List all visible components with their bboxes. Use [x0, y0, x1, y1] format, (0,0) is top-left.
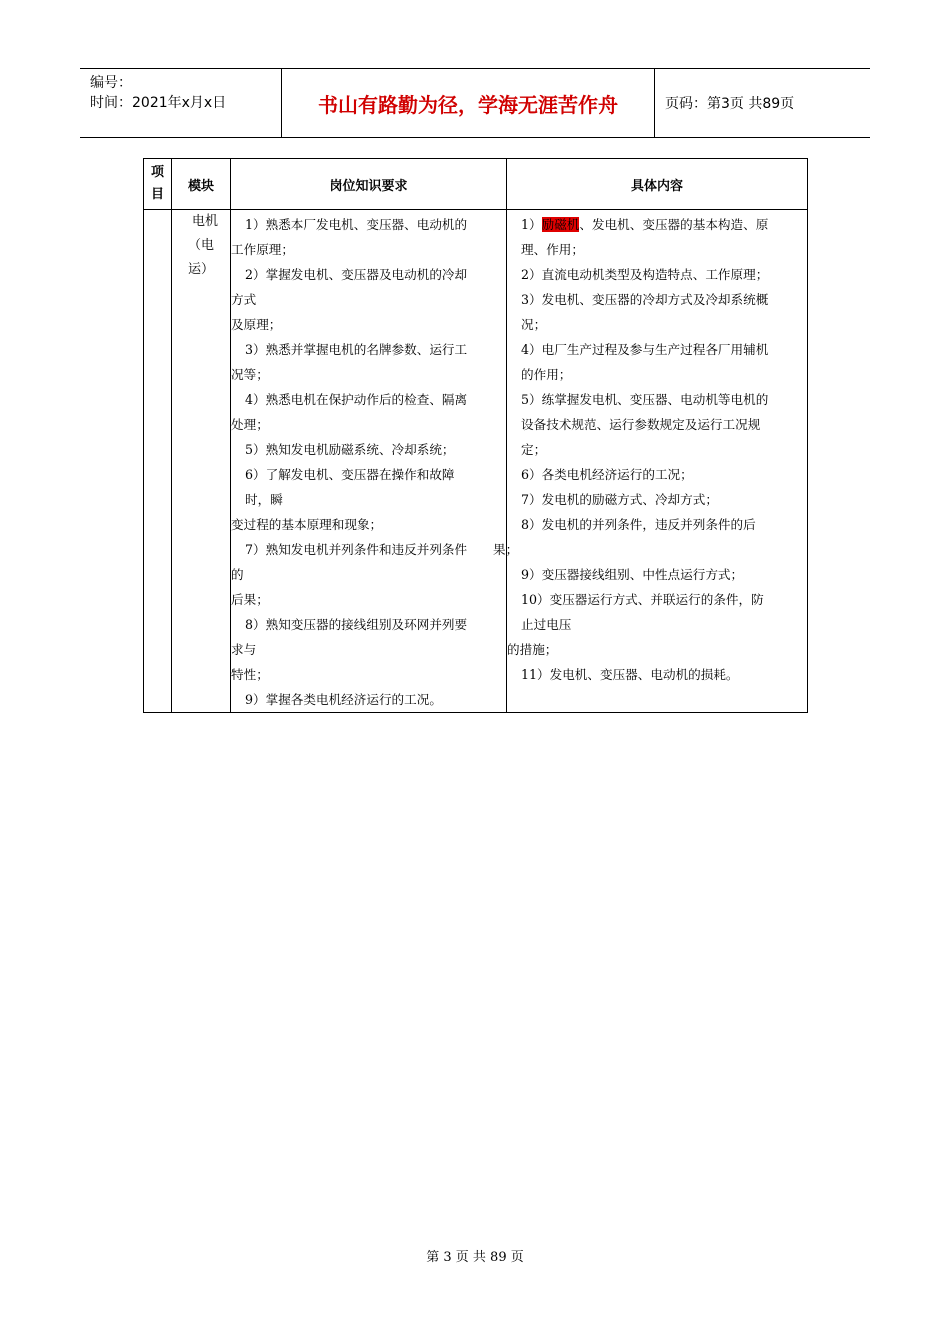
- table-row: [144, 210, 808, 713]
- knowledge-table: [143, 158, 808, 713]
- content-line: 7）发电机的励磁方式、冷却方式；: [521, 492, 718, 507]
- knowledge-line: 后果；: [231, 592, 269, 607]
- knowledge-line: 7）熟知发电机并列条件和违反并列条件: [245, 542, 468, 557]
- module-line: 运）: [187, 262, 214, 277]
- content-suffix: 、发电机、变压器的基本构造、原: [579, 217, 769, 232]
- content-line: 的作用；: [521, 367, 572, 382]
- highlighted-term: 励磁机: [541, 217, 580, 232]
- content-line: 定；: [521, 442, 547, 457]
- knowledge-line: 方式: [231, 292, 257, 307]
- knowledge-line: 5）熟知发电机励磁系统、冷却系统；: [245, 442, 455, 457]
- knowledge-line: 及原理；: [231, 317, 282, 332]
- content-line: 11）发电机、变压器、电动机的损耗。: [521, 667, 739, 682]
- header-cell-module: 模块: [172, 159, 231, 210]
- header-cell-knowledge: 岗位知识要求: [231, 159, 507, 210]
- content-line: 4）电厂生产过程及参与生产过程各厂用辅机: [521, 342, 769, 357]
- knowledge-line: 工作原理；: [231, 242, 294, 257]
- content-line: [507, 212, 807, 237]
- page-footer: 第 3 页 共 89 页: [426, 1250, 524, 1265]
- content-line: 9）变压器接线组别、中性点运行方式；: [521, 567, 744, 582]
- content-line: 2）直流电动机类型及构造特点、工作原理；: [521, 267, 769, 282]
- header-project-char2: 目: [150, 187, 164, 202]
- header-motto: 书山有路勤为径，学海无涯苦作舟: [318, 92, 618, 117]
- content-prefix: 1）: [521, 217, 542, 232]
- content-line: 5）练掌握发电机、变压器、电动机等电机的: [521, 392, 769, 407]
- knowledge-line: 1）熟悉本厂发电机、变压器、电动机的: [245, 217, 468, 232]
- knowledge-line: 3）熟悉并掌握电机的名牌参数、运行工: [245, 342, 468, 357]
- knowledge-line: 4）熟悉电机在保护动作后的检查、隔离: [245, 392, 468, 407]
- content-line: 止过电压: [521, 617, 572, 632]
- knowledge-line: 处理；: [231, 417, 269, 432]
- knowledge-line: 况等；: [231, 367, 269, 382]
- header-project-char1: 项: [150, 165, 164, 180]
- time-label: 时间：2021年x月x日: [90, 95, 227, 111]
- knowledge-line: 9）掌握各类电机经济运行的工况。: [245, 692, 442, 707]
- table-header-row: [144, 159, 808, 210]
- module-cell: [172, 210, 231, 713]
- content-line: 果；: [493, 542, 519, 557]
- content-line: 10）变压器运行方式、并联运行的条件，防: [521, 592, 764, 607]
- content-line: 3）发电机、变压器的冷却方式及冷却系统概: [521, 292, 769, 307]
- content-line: 理、作用；: [521, 242, 584, 257]
- page-header: [80, 68, 870, 138]
- knowledge-cell: [231, 210, 507, 713]
- content-line: 6）各类电机经济运行的工况；: [521, 467, 693, 482]
- header-meta: [90, 73, 226, 113]
- module-line: 电机: [191, 214, 218, 229]
- content-line: 的措施；: [507, 642, 558, 657]
- header-divider: [654, 69, 655, 137]
- content-line: 设备技术规范、运行参数规定及运行工况规: [521, 417, 761, 432]
- knowledge-line: 时，瞬: [245, 492, 283, 507]
- content-line: 8）发电机的并列条件，违反并列条件的后: [521, 517, 756, 532]
- knowledge-line: 2）掌握发电机、变压器及电动机的冷却: [245, 267, 468, 282]
- header-cell-project: [144, 159, 172, 210]
- header-page-number: 页码：第3页 共89页: [665, 96, 795, 112]
- knowledge-line: 的: [231, 567, 244, 582]
- header-cell-content: 具体内容: [507, 159, 808, 210]
- module-line: （电: [187, 238, 214, 253]
- knowledge-line: 变过程的基本原理和现象；: [231, 517, 383, 532]
- knowledge-line: 特性；: [231, 667, 269, 682]
- content-cell: [493, 210, 808, 713]
- knowledge-line: 6）了解发电机、变压器在操作和故障: [245, 467, 455, 482]
- content-line: 况；: [521, 317, 547, 332]
- project-cell: [144, 210, 172, 713]
- doc-number-label: 编号：: [90, 75, 132, 91]
- knowledge-line: 求与: [231, 642, 257, 657]
- knowledge-line: 8）熟知变压器的接线组别及环网并列要: [245, 617, 468, 632]
